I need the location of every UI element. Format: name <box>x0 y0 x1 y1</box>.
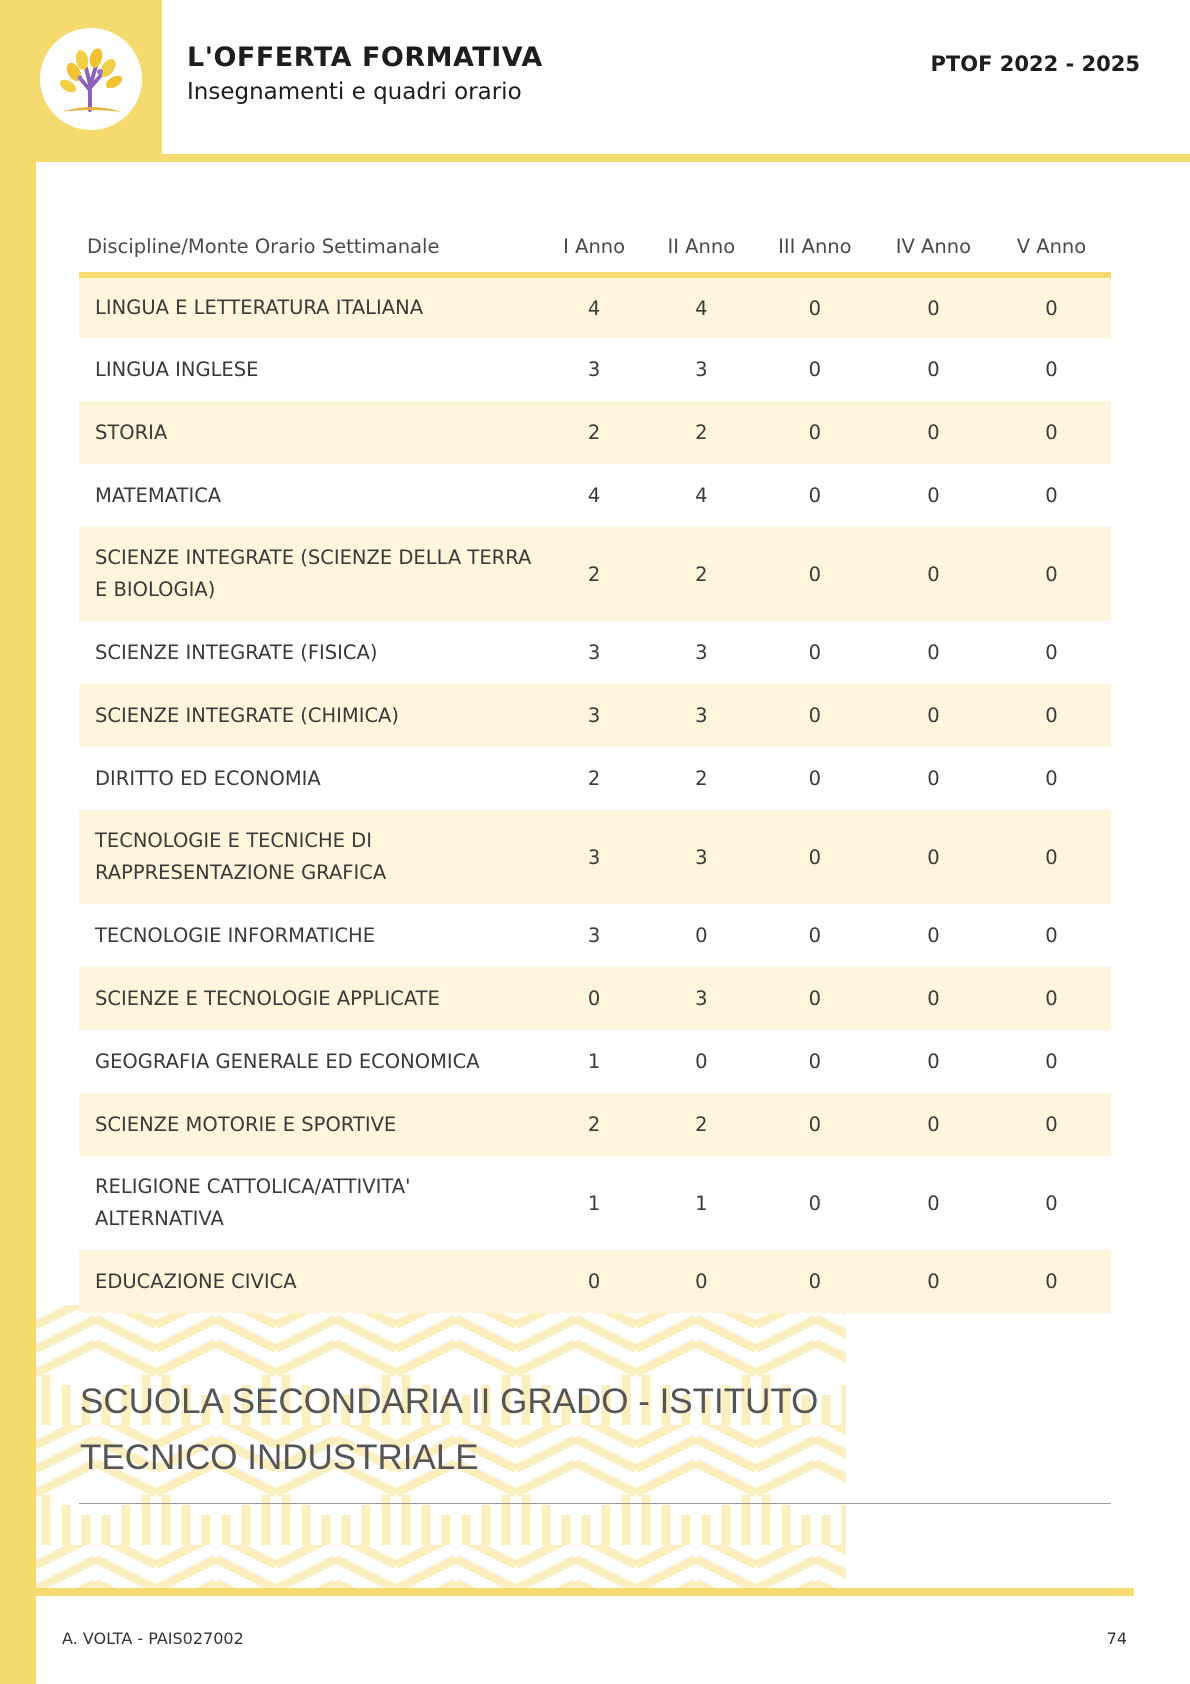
hours-cell: 0 <box>992 275 1111 338</box>
hours-cell: 0 <box>992 1250 1111 1313</box>
hours-cell: 0 <box>992 464 1111 527</box>
subject-cell: LINGUA INGLESE <box>79 338 541 401</box>
hours-cell: 0 <box>755 747 875 810</box>
hours-cell: 1 <box>648 1156 755 1250</box>
hours-cell: 2 <box>648 527 755 621</box>
hours-cell: 4 <box>648 275 755 338</box>
hours-cell: 0 <box>755 464 875 527</box>
column-header-year-2: II Anno <box>648 226 755 275</box>
hours-cell: 0 <box>755 684 875 747</box>
hours-cell: 0 <box>992 967 1111 1030</box>
hours-cell: 0 <box>875 464 992 527</box>
hours-cell: 0 <box>992 527 1111 621</box>
hours-cell: 3 <box>541 904 648 967</box>
hours-cell: 4 <box>541 275 648 338</box>
hours-cell: 0 <box>992 621 1111 684</box>
footer-divider <box>36 1588 1134 1596</box>
hours-cell: 0 <box>875 1030 992 1093</box>
hours-cell: 0 <box>755 904 875 967</box>
hours-cell: 3 <box>541 621 648 684</box>
subject-cell: RELIGIONE CATTOLICA/ATTIVITA' ALTERNATIVA <box>79 1156 541 1250</box>
hours-cell: 0 <box>648 1250 755 1313</box>
hours-cell: 3 <box>541 810 648 904</box>
subject-cell: TECNOLOGIE E TECNICHE DI RAPPRESENTAZIONE GRAFICA <box>79 810 541 904</box>
hours-cell: 0 <box>875 810 992 904</box>
hours-cell: 3 <box>541 338 648 401</box>
subject-cell: SCIENZE E TECNOLOGIE APPLICATE <box>79 967 541 1030</box>
subject-cell: SCIENZE INTEGRATE (CHIMICA) <box>79 684 541 747</box>
hours-cell: 0 <box>992 338 1111 401</box>
subject-cell: LINGUA E LETTERATURA ITALIANA <box>79 275 541 338</box>
hours-cell: 3 <box>541 684 648 747</box>
hours-cell: 3 <box>648 338 755 401</box>
hours-cell: 2 <box>541 747 648 810</box>
section-divider <box>79 1503 1111 1504</box>
left-accent-band <box>0 0 36 1684</box>
hours-cell: 0 <box>992 1093 1111 1156</box>
hours-cell: 2 <box>541 527 648 621</box>
hours-cell: 4 <box>648 464 755 527</box>
hours-cell: 0 <box>755 401 875 464</box>
hours-cell: 0 <box>755 527 875 621</box>
hours-cell: 0 <box>755 1250 875 1313</box>
subject-cell: EDUCAZIONE CIVICA <box>79 1250 541 1313</box>
hours-cell: 0 <box>875 747 992 810</box>
table-row <box>79 684 1111 747</box>
subject-cell: MATEMATICA <box>79 464 541 527</box>
hours-cell: 0 <box>992 810 1111 904</box>
subject-cell: SCIENZE INTEGRATE (SCIENZE DELLA TERRA E BIOLOGIA) <box>79 527 541 621</box>
hours-cell: 4 <box>541 464 648 527</box>
table-row <box>79 527 1111 621</box>
table-row <box>79 338 1111 401</box>
footer-school-code: A. VOLTA - PAIS027002 <box>62 1629 244 1648</box>
hours-cell: 0 <box>992 747 1111 810</box>
table-row <box>79 1030 1111 1093</box>
logo-block <box>0 0 162 154</box>
hours-cell: 2 <box>648 747 755 810</box>
hours-cell: 0 <box>541 967 648 1030</box>
hours-cell: 3 <box>648 684 755 747</box>
hours-cell: 0 <box>875 1156 992 1250</box>
hours-cell: 0 <box>875 1250 992 1313</box>
hours-cell: 3 <box>648 967 755 1030</box>
header-divider <box>36 154 1190 162</box>
column-header-year-1: I Anno <box>541 226 648 275</box>
table-row <box>79 621 1111 684</box>
subject-cell: STORIA <box>79 401 541 464</box>
table-row <box>79 904 1111 967</box>
column-header-year-3: III Anno <box>755 226 875 275</box>
hours-cell: 3 <box>648 621 755 684</box>
table-row <box>79 401 1111 464</box>
table-row <box>79 275 1111 338</box>
hours-cell: 0 <box>875 967 992 1030</box>
hours-cell: 0 <box>541 1250 648 1313</box>
table-row <box>79 1093 1111 1156</box>
hours-cell: 2 <box>648 1093 755 1156</box>
hours-cell: 0 <box>875 621 992 684</box>
hours-cell: 0 <box>648 1030 755 1093</box>
hours-cell: 0 <box>992 1030 1111 1093</box>
page-subtitle: Insegnamenti e quadri orario <box>187 79 522 105</box>
hours-cell: 2 <box>541 1093 648 1156</box>
hours-cell: 0 <box>755 1093 875 1156</box>
hours-cell: 0 <box>875 684 992 747</box>
hours-cell: 0 <box>755 1030 875 1093</box>
hours-cell: 0 <box>755 967 875 1030</box>
hours-cell: 0 <box>875 527 992 621</box>
table-row <box>79 967 1111 1030</box>
hours-cell: 2 <box>541 401 648 464</box>
hours-cell: 0 <box>648 904 755 967</box>
school-section-title: SCUOLA SECONDARIA II GRADO - ISTITUTO TECNICO INDUSTRIALE <box>80 1382 819 1477</box>
column-header-year-5: V Anno <box>992 226 1111 275</box>
hours-cell: 0 <box>875 401 992 464</box>
hours-cell: 1 <box>541 1156 648 1250</box>
subject-cell: SCIENZE MOTORIE E SPORTIVE <box>79 1093 541 1156</box>
page-title: L'OFFERTA FORMATIVA <box>187 42 543 73</box>
page-number: 74 <box>1106 1629 1127 1648</box>
column-header-year-4: IV Anno <box>875 226 992 275</box>
subject-cell: TECNOLOGIE INFORMATICHE <box>79 904 541 967</box>
subject-cell: DIRITTO ED ECONOMIA <box>79 747 541 810</box>
ptof-label: PTOF 2022 - 2025 <box>930 52 1140 76</box>
hours-cell: 0 <box>755 1156 875 1250</box>
hours-cell: 0 <box>992 684 1111 747</box>
table-row <box>79 1156 1111 1250</box>
table-row <box>79 747 1111 810</box>
hours-cell: 0 <box>755 621 875 684</box>
hours-cell: 0 <box>875 275 992 338</box>
hours-cell: 1 <box>541 1030 648 1093</box>
hours-cell: 2 <box>648 401 755 464</box>
hours-cell: 0 <box>875 338 992 401</box>
hours-cell: 0 <box>755 338 875 401</box>
schedule-table <box>79 226 1111 1313</box>
hours-cell: 0 <box>755 275 875 338</box>
tree-logo-icon <box>40 28 142 130</box>
table-row <box>79 1250 1111 1313</box>
hours-cell: 0 <box>992 1156 1111 1250</box>
table-row <box>79 810 1111 904</box>
subject-cell: SCIENZE INTEGRATE (FISICA) <box>79 621 541 684</box>
hours-cell: 3 <box>648 810 755 904</box>
hours-cell: 0 <box>875 1093 992 1156</box>
hours-cell: 0 <box>875 904 992 967</box>
hours-cell: 0 <box>992 401 1111 464</box>
table-header-row <box>79 226 1111 275</box>
column-header-subject: Discipline/Monte Orario Settimanale <box>79 226 541 275</box>
hours-cell: 0 <box>755 810 875 904</box>
hours-cell: 0 <box>992 904 1111 967</box>
table-row <box>79 464 1111 527</box>
subject-cell: GEOGRAFIA GENERALE ED ECONOMICA <box>79 1030 541 1093</box>
